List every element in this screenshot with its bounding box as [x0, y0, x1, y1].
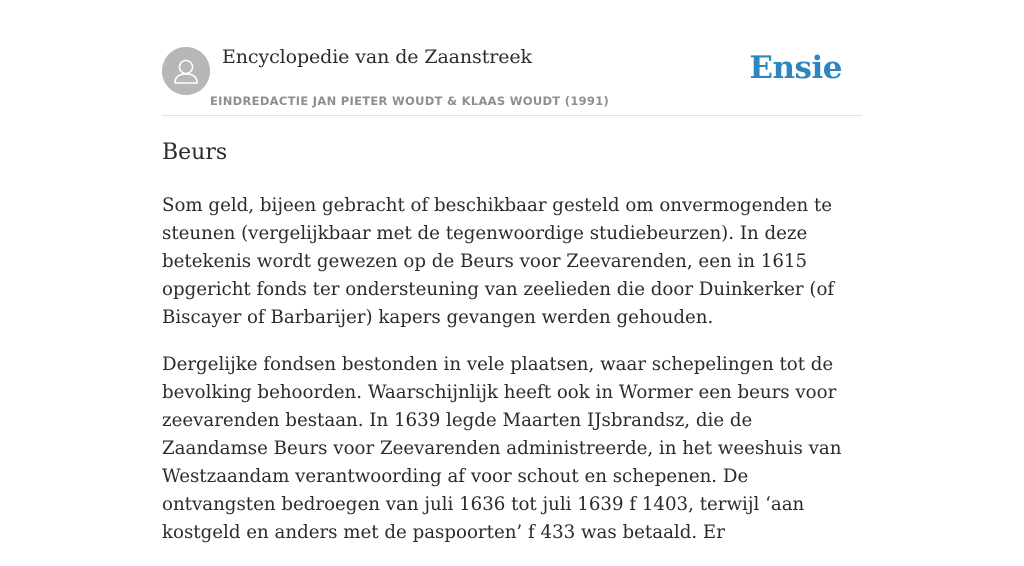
user-silhouette-icon[interactable]: [162, 47, 210, 95]
content-column: [162, 0, 862, 543]
entry-paragraph: Dergelijke fondsen bestonden in vele plaatsen, waar schepelingen tot de bevolking behoorden. Waarschijnlijk heeft ook in Wormer een beurs voor zeevarenden bestaan. In 1639 legde Maarten IJsbrandsz, die de Zaandamse Beurs voor Zeevarenden administreerde, in het weeshuis van Westzaandam verantwoording af voor schout en schepenen. De ontvangsten bedroegen van juli 1636 tot juli 1639 f 1403, terwijl ‘aan kostgeld en anders met de paspoorten’ f 433 was betaald. Er: [162, 354, 842, 543]
entry-title: Beurs: [162, 140, 228, 165]
ensie-logo[interactable]: Ensie: [749, 50, 842, 86]
editors-credit: EINDREDACTIE JAN PIETER WOUDT & KLAAS WOUDT (1991): [210, 94, 610, 108]
entry-paragraph: Som geld, bijeen gebracht of beschikbaar gesteld om onvermogenden te steunen (vergelijkbaar met de tegenwoordige studiebeurzen). In deze betekenis wordt gewezen op de Beurs voor Zeevarenden, een in 1615 opgericht fonds ter ondersteuning van zeelieden die door Duinkerker (of Biscayer of Barbarijer) kapers gevangen werden gehouden.: [162, 195, 835, 328]
entry-body: [162, 192, 862, 566]
header: [162, 0, 862, 116]
book-title[interactable]: Encyclopedie van de Zaanstreek: [222, 46, 532, 68]
